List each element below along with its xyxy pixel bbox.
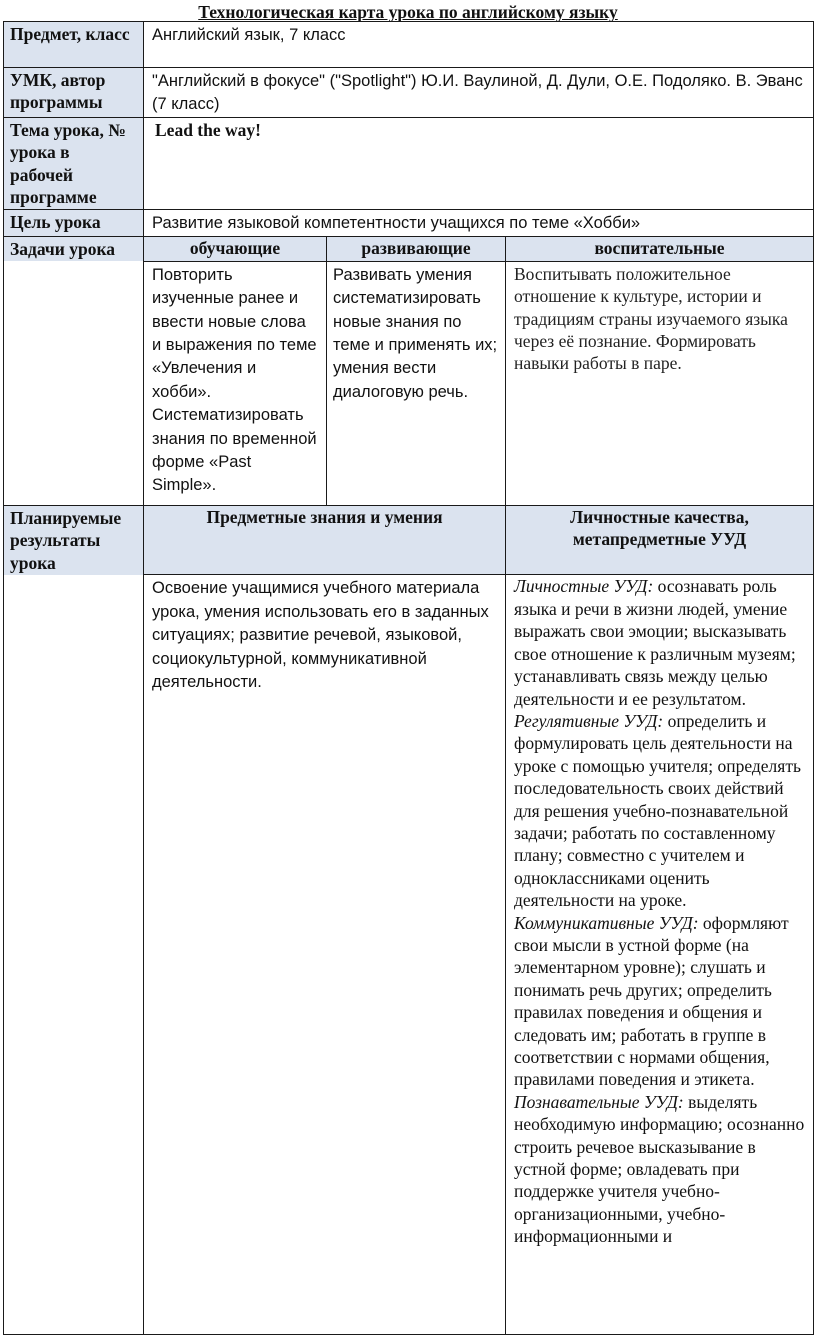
results-subject-skills: Освоение учащимися учебного материала урока, умения использовать его в заданных ситуациях; развитие речевой, языковой, социокультурной, коммуникативной деятельности.: [144, 575, 506, 1335]
lesson-plan-table: [3, 21, 814, 1335]
results-metasubject: [506, 575, 814, 1335]
tasks-label: Задачи урока: [4, 236, 144, 261]
row-umk: [4, 68, 814, 118]
umk-label: УМК, автор программы: [4, 68, 144, 118]
row-tasks-headers: [4, 236, 814, 261]
communicative-uud-title: Коммуникативные УУД:: [514, 912, 699, 933]
tasks-teaching: Повторить изученные ранее и ввести новые слова и выражения по теме «Увлечения и хобби». Систематизировать знания по временной форме «Past Simple».: [144, 261, 327, 505]
row-results-headers: [4, 505, 814, 575]
subject-label: Предмет, класс: [4, 22, 144, 68]
tasks-header-developing: развивающие: [327, 236, 506, 261]
results-header-subject: Предметные знания и умения: [144, 505, 506, 575]
regulative-uud-text: определить и формулировать цель деятельности на уроке с помощью учителя; определять последовательность своих действий для решения учебно-познавательной задачи; работать по составленному плану; совместно с учителем и одноклассниками оценить деятельности на уроке.: [514, 710, 801, 911]
regulative-uud-title: Регулятивные УУД:: [514, 710, 664, 731]
topic-label: Тема урока, № урока в рабочей программе: [4, 117, 144, 210]
cognitive-uud-text: выделять необходимую информацию; осознанно строить речевое высказывание в устной форме; овладевать при поддержке учителя учебно-организационными, учебно-информационными и: [514, 1091, 805, 1247]
results-header-personal: Личностные качества, метапредметные УУД: [506, 505, 814, 575]
tasks-header-teaching: обучающие: [144, 236, 327, 261]
goal-value: Развитие языковой компетентности учащихся по теме «Хобби»: [144, 210, 814, 236]
topic-value: Lead the way!: [144, 117, 814, 210]
communicative-uud-text: оформляют свои мысли в устной форме (на элементарном уровне); слушать и понимать речь других; определить правилах поведения и общения и следовать им; работать в группе в соответствии с нормами общения, правилами поведения и этикета.: [514, 912, 789, 1090]
tasks-developing: Развивать умения систематизировать новые знания по теме и применять их; умения вести диалоговую речь.: [327, 261, 506, 505]
row-topic: [4, 117, 814, 210]
personal-uud-title: Личностные УУД:: [514, 576, 654, 597]
document-title: Технологическая карта урока по английскому языку: [198, 2, 618, 22]
results-label-continuation: [4, 575, 144, 1335]
cognitive-uud-title: Познавательные УУД:: [514, 1091, 684, 1112]
personal-uud-text: осознавать роль языка и речи в жизни людей, умение выражать свои эмоции; высказывать свое отношение к различным музеям; устанавливать связь между целью деятельности и ее результатом.: [514, 576, 796, 709]
row-tasks-content: [4, 261, 814, 505]
goal-label: Цель урока: [4, 210, 144, 236]
tasks-header-educational: воспитательные: [506, 236, 814, 261]
subject-value: Английский язык, 7 класс: [144, 22, 814, 68]
results-label: Планируемые результаты урока: [4, 505, 144, 575]
row-goal: [4, 210, 814, 236]
umk-value: "Английский в фокусе" ("Spotlight") Ю.И. Ваулиной, Д. Дули, О.Е. Подоляко. В. Эванс (7 класс): [144, 68, 814, 118]
row-subject: [4, 22, 814, 68]
tasks-educational: Воспитывать положительное отношение к культуре, истории и традициям страны изучаемого языка через её познание. Формировать навыки работы в паре.: [506, 261, 814, 505]
tasks-label-continuation: [4, 261, 144, 505]
row-results-content: [4, 575, 814, 1335]
